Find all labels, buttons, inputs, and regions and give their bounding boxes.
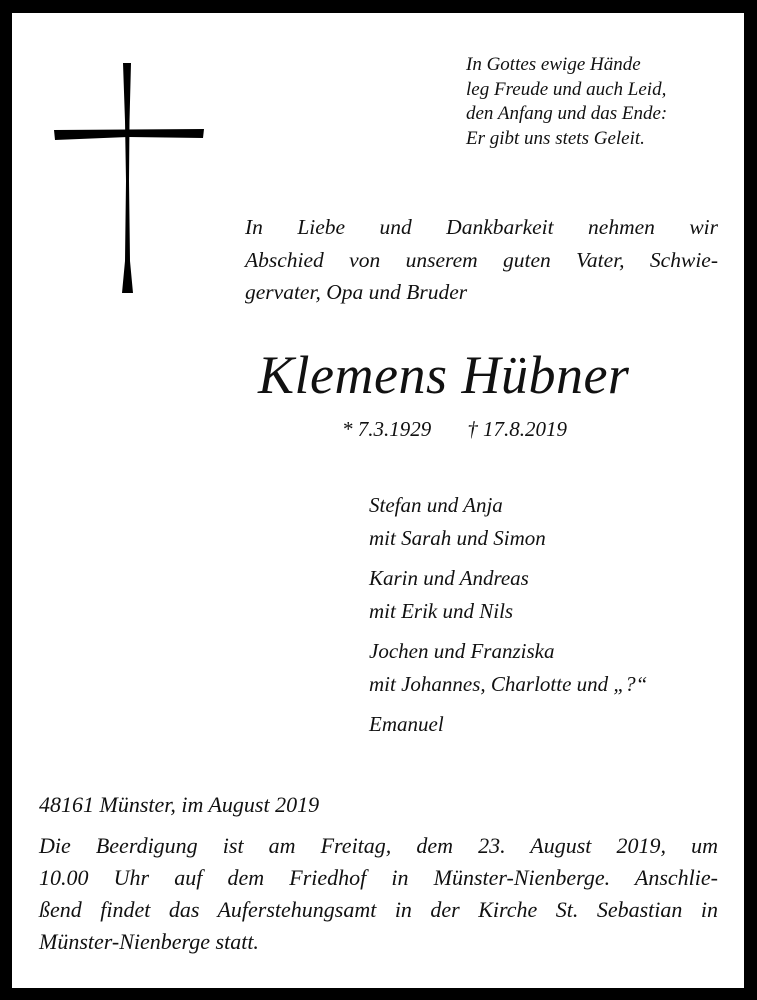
death-date: † 17.8.2019: [467, 417, 567, 441]
deceased-name: Klemens Hübner: [258, 345, 630, 405]
obituary-card: [12, 13, 744, 988]
family-line: Stefan und Anja: [369, 493, 503, 517]
funeral-details: [39, 830, 718, 958]
poem-line: den Anfang und das Ende:: [466, 103, 668, 124]
family-line: Karin und Andreas: [369, 566, 529, 590]
funeral-line: ßend findet das Auferstehungsamt in der Kirche St. Sebastian in: [39, 897, 718, 922]
intro-text: [245, 211, 718, 309]
family-group: [369, 489, 647, 555]
life-dates: [342, 415, 567, 443]
family-line: mit Erik und Nils: [369, 599, 514, 623]
funeral-line: Münster-Nienberge statt.: [39, 929, 259, 954]
poem-verse: [466, 53, 667, 151]
family-group: [369, 635, 647, 701]
intro-line: Abschied von unserem guten Vater, Schwie-: [245, 247, 718, 272]
mourners-list: [369, 489, 647, 748]
birth-date: * 7.3.1929: [342, 417, 432, 441]
intro-line: In Liebe und Dankbarkeit nehmen wir: [245, 215, 718, 239]
poem-line: Er gibt uns stets Geleit.: [466, 127, 645, 149]
family-line: mit Sarah und Simon: [369, 526, 546, 550]
family-group: [369, 708, 647, 741]
family-line: Jochen und Franziska: [369, 639, 555, 663]
intro-line: gervater, Opa und Bruder: [245, 280, 468, 304]
family-line: mit Johannes, Charlotte und „?“: [369, 672, 648, 696]
funeral-line: Die Beerdigung ist am Freitag, dem 23. August 2019, um: [39, 833, 718, 858]
family-group: [369, 562, 647, 628]
poem-line: In Gottes ewige Hände: [466, 54, 641, 75]
place-and-date: 48161 Münster, im August 2019: [39, 792, 320, 817]
family-line: Emanuel: [369, 712, 444, 736]
funeral-line: 10.00 Uhr auf dem Friedhof in Münster-Nienberge. Anschlie-: [39, 865, 718, 890]
latin-cross-icon: [54, 61, 204, 295]
poem-line: leg Freude und auch Leid,: [466, 78, 667, 100]
